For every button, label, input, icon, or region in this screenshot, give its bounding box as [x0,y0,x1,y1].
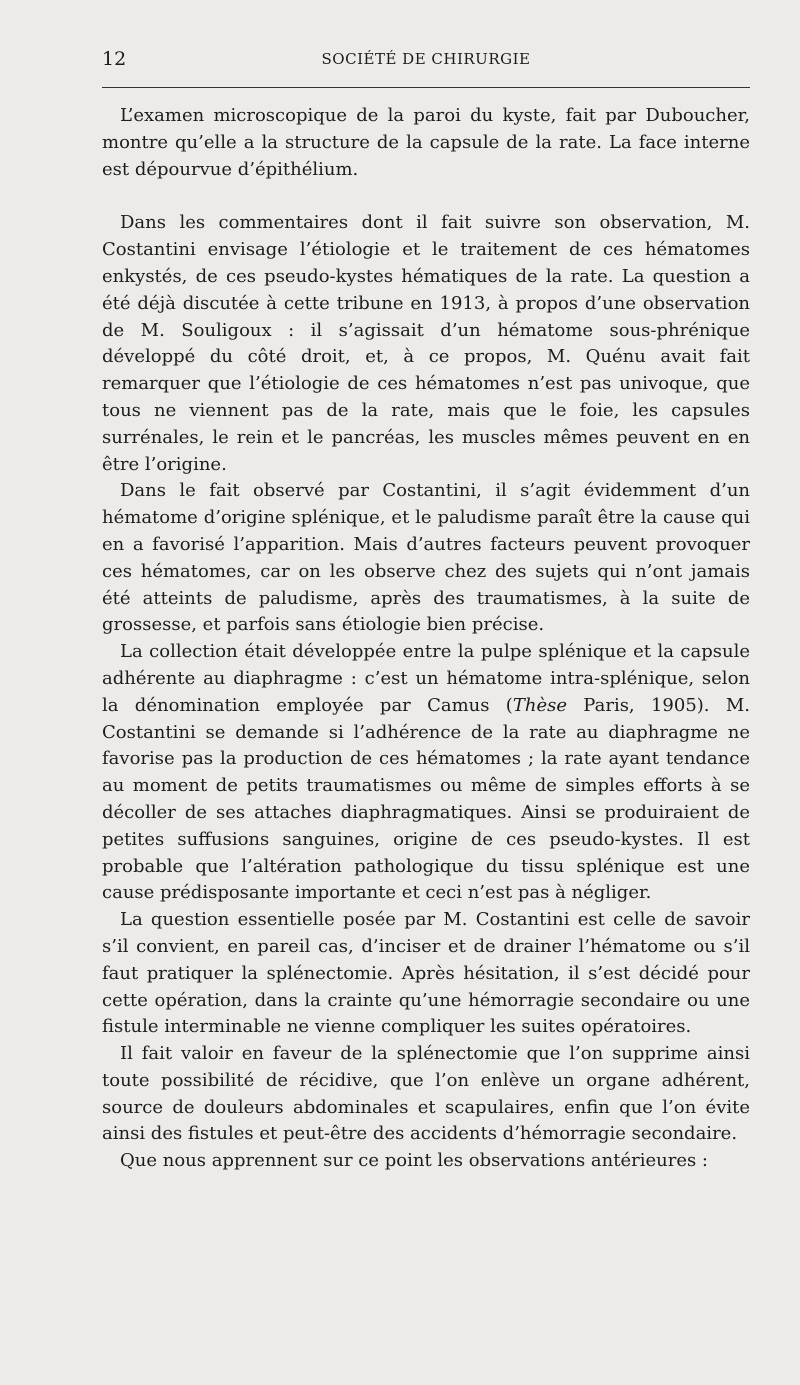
paragraph [102,639,750,907]
paragraph: Il fait valoir en faveur de la splénectomie que l’on supprime ainsi toute possibilité de récidive, que l’on enlève un organe adhérent, source de douleurs abdominales et scapulaires, enfin que l’on évite ainsi des fistules et peut-être des accidents d’hémorragie secondaire. [102,1043,750,1145]
paragraph: La question essentielle posée par M. Costantini est celle de savoir s’il convient, en pareil cas, d’inciser et de drainer l’hématome ou s’il faut pratiquer la splénectomie. Après hésitation, il s’est décidé pour cette opération, dans la crainte qu’une hémorragie secondaire ou une fistule interminable ne vienne compliquer les suites opératoires. [102,909,750,1038]
page-header [102,48,750,74]
page-number: 12 [102,48,127,70]
running-title: SOCIÉTÉ DE CHIRURGIE [321,50,531,68]
paragraph-gap [102,183,750,210]
paragraph-text: Paris, 1905). M. Costantini se demande si l’adhérence de la rate au diaphragme ne favorise pas la production de ces hématomes ; la rate ayant tendance au moment de petits traumatismes ou même de simples efforts à se décoller de ses attaches diaphragmatiques. Ainsi se produiraient de petites suffusions sanguines, origine de ces pseudo-kystes. Il est probable que l’altération pathologique du tissu splénique est une cause prédisposante importante et ceci n’est pas à négliger. [102,694,750,904]
paragraph-text: La collection était développée entre la pulpe splénique et la capsule adhérente au diaphragme : c’est un hématome intra-splénique, selon la dénomination employée par Camus ( [102,641,750,716]
paragraph: Dans les commentaires dont il fait suivre son observation, M. Costantini envisage l’étiologie et le traitement de ces hématomes enkystés, de ces pseudo-kystes hématiques de la rate. La question a été déjà discutée à cette tribune en 1913, à propos d’une observation de M. Souligoux : il s’agissait d’un hématome sous-phrénique développé du côté droit, et, à ce propos, M. Quénu avait fait remarquer que l’étiologie de ces hématomes n’est pas univoque, que tous ne viennent pas de la rate, mais que le foie, les capsules surrénales, le rein et le pancréas, les muscles mêmes peuvent en en être l’origine. [102,212,750,475]
paragraph: L’examen microscopique de la paroi du kyste, fait par Duboucher, montre qu’elle a la structure de la capsule de la rate. La face interne est dépourvue d’épithélium. [102,105,750,180]
paragraph: Dans le fait observé par Costantini, il s’agit évidemment d’un hématome d’origine splénique, et le paludisme paraît être la cause qui en a favorisé l’apparition. Mais d’autres facteurs peuvent provoquer ces hématomes, car on les observe chez des sujets qui n’ont jamais été atteints de paludisme, après des traumatismes, à la suite de grossesse, et parfois sans étiologie bien précise. [102,480,750,636]
header-rule [102,87,750,88]
text-body [102,103,750,1175]
italic-citation: Thèse [512,694,567,716]
paragraph: Que nous apprennent sur ce point les observations antérieures : [120,1150,708,1172]
